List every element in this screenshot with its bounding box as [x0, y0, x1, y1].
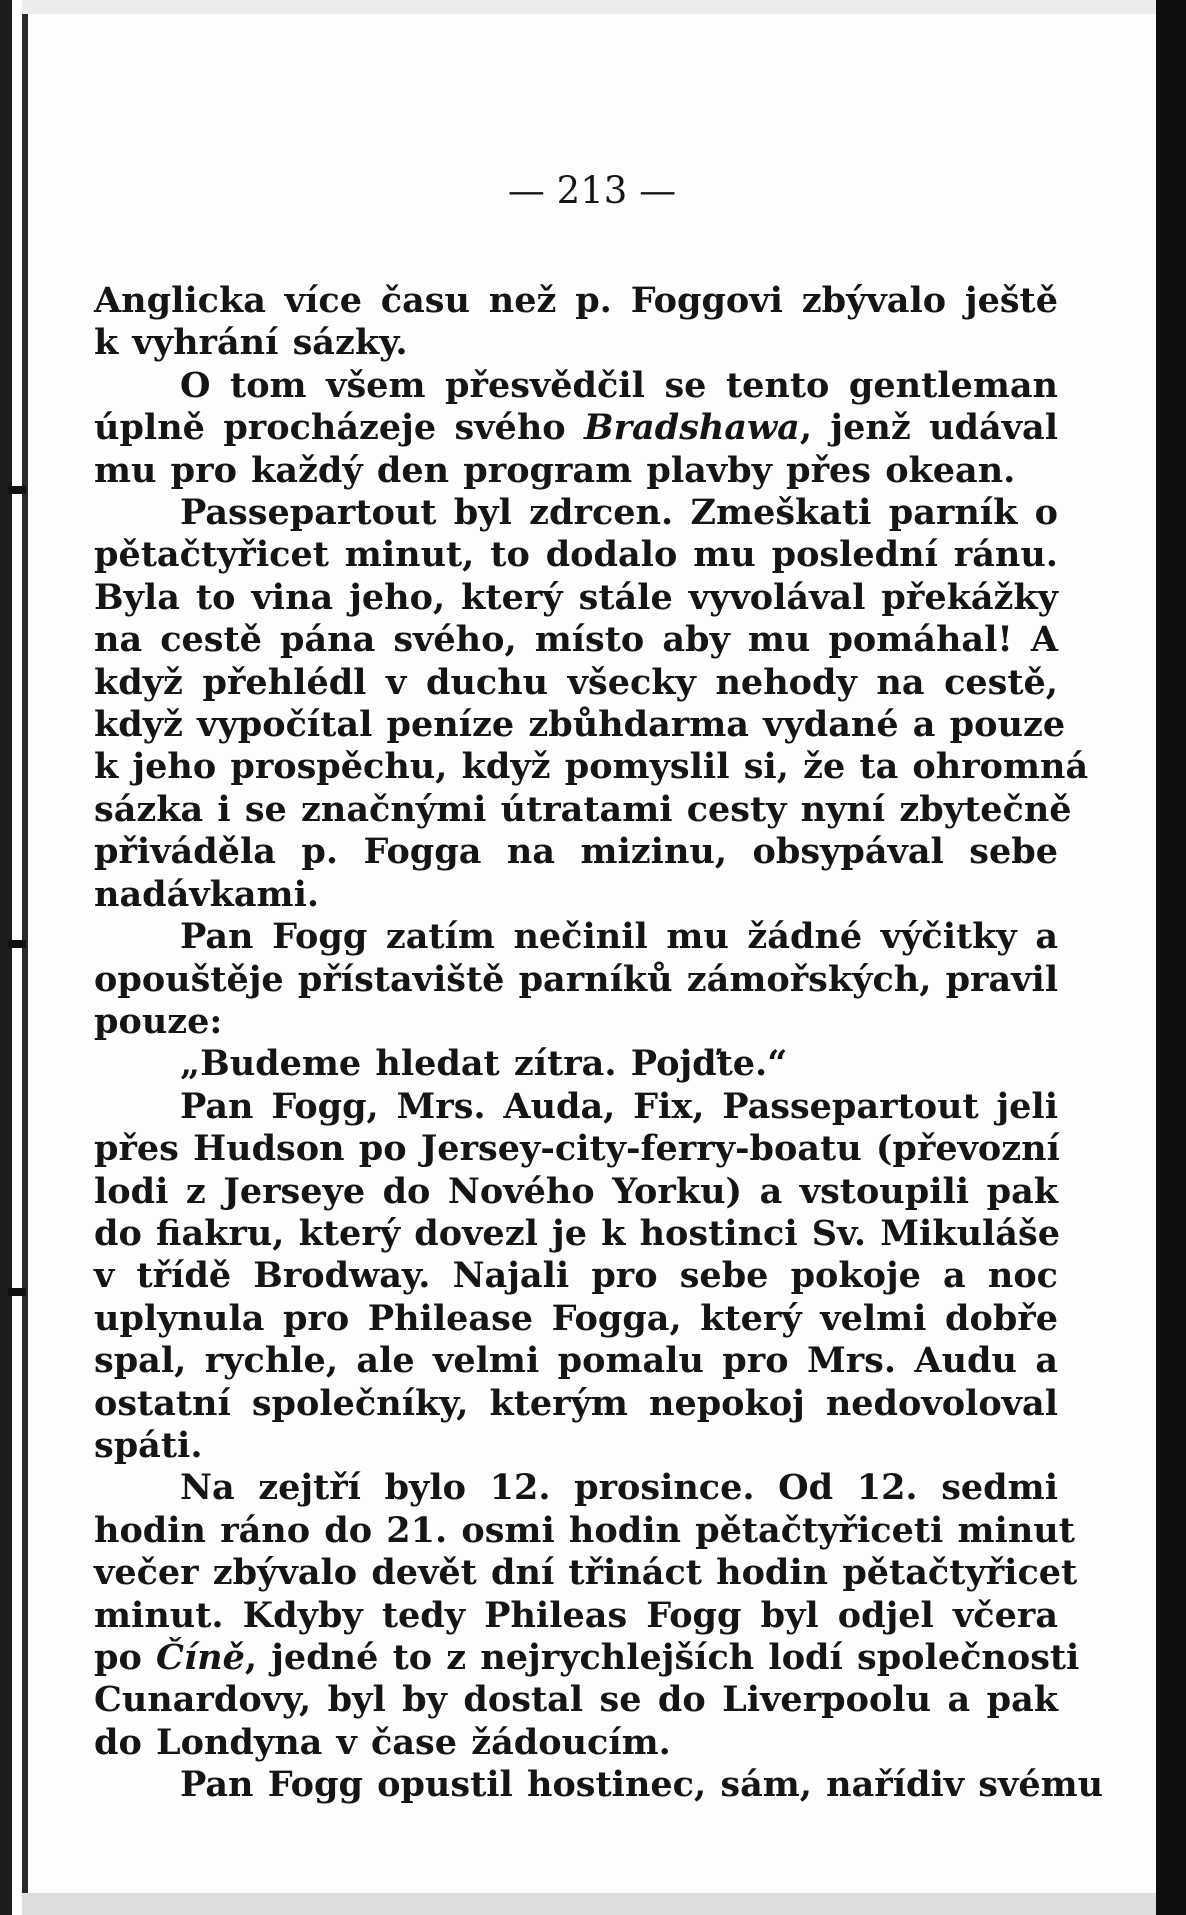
body-text [94, 280, 1104, 1807]
text-line: O tom všem přesvědčil se tento gentleman [180, 364, 1058, 406]
text-line: Pan Fogg, Mrs. Auda, Fix, Passepartout jeli [180, 1085, 1058, 1127]
text-line: večer zbývalo devět dní třináct hodin pětačtyřicet [94, 1552, 1078, 1594]
italic-title: Bradshawa [584, 407, 800, 449]
text-line: opouštěje přístaviště parníků zámořských, pravil [94, 958, 1059, 1000]
scan-right-edge [1156, 0, 1186, 1915]
text-segment: úplně procházeje svého [94, 407, 585, 449]
text-line: Byla to vina jeho, který stále vyvolával překážky [94, 576, 1058, 618]
text-line: sázka i se značnými útratami cesty nyní zbytečně [94, 788, 1072, 830]
text-line: k jeho prospěchu, když pomyslil si, že ta ohromná [94, 746, 1089, 788]
text-line: Anglicka více času než p. Foggovi zbývalo ještě [94, 280, 1058, 321]
text-line: Cunardovy, byl by dostal se do Liverpoolu a pak [94, 1679, 1058, 1721]
text-line: hodin ráno do 21. osmi hodin pětačtyřiceti minut [94, 1509, 1075, 1551]
text-line: do Londyna v čase žádoucím. [94, 1721, 671, 1763]
text-line: mu pro každý den program plavby přes okean. [94, 449, 1016, 491]
text-line: Pan Fogg opustil hostinec, sám, nařídiv svému [180, 1764, 1104, 1806]
text-line: spáti. [94, 1424, 203, 1466]
binding-mark [8, 1288, 26, 1296]
text-line: pětačtyřicet minut, to dodalo mu poslední ránu. [94, 534, 1058, 576]
text-line: uplynula pro Philease Fogga, který velmi dobře [94, 1297, 1058, 1339]
text-line [94, 1637, 1080, 1679]
text-line: ostatní společníky, kterým nepokoj nedovoloval [94, 1382, 1058, 1424]
text-line: na cestě pána svého, místo aby mu pomáhal! A [94, 619, 1058, 661]
text-line: nadávkami. [94, 873, 320, 915]
scan-top-edge [22, 0, 1156, 14]
text-line: Passepartout byl zdrcen. Zmeškati parník o [180, 492, 1058, 534]
text-line: k vyhrání sázky. [94, 322, 408, 364]
italic-title: Číně [156, 1637, 245, 1678]
text-line: spal, rychle, ale velmi pomalu pro Mrs. Audu a [94, 1340, 1058, 1382]
text-line: lodi z Jerseye do Nového Yorku) a vstoupili pak [94, 1170, 1058, 1212]
text-line: pouze: [94, 1000, 223, 1042]
text-segment: po [94, 1637, 157, 1678]
book-page [28, 14, 1156, 1893]
text-line: Na zejtří bylo 12. prosince. Od 12. sedmi [180, 1467, 1058, 1509]
text-line: do fiakru, který dovezl je k hostinci Sv. Mikuláše [94, 1212, 1060, 1254]
text-line: Pan Fogg zatím nečinil mu žádné výčitky a [180, 916, 1058, 958]
binding-mark [8, 940, 26, 948]
page-number: — 213 — [507, 169, 677, 212]
text-segment: , jedné to z nejrychlejších lodí společnosti [244, 1637, 1080, 1678]
text-segment: , jenž udával [799, 407, 1059, 449]
text-line: přiváděla p. Fogga na mizinu, obsypával sebe [94, 831, 1058, 873]
text-line: minut. Kdyby tedy Phileas Fogg byl odjel včera [94, 1594, 1058, 1636]
text-line: v třídě Brodway. Najali pro sebe pokoje a noc [94, 1255, 1058, 1297]
text-line: přes Hudson po Jersey-city-ferry-boatu (převozní [94, 1128, 1060, 1170]
binding-mark [8, 486, 26, 494]
scan-left-edge [0, 0, 12, 1915]
text-line: „Budeme hledat zítra. Pojďte.“ [180, 1043, 788, 1085]
text-line: když přehlédl v duchu všecky nehody na cestě, [94, 661, 1058, 703]
text-line [94, 407, 1058, 449]
scan-left-gap [12, 0, 22, 1915]
scan-bottom-edge [22, 1893, 1156, 1915]
text-line: když vypočítal peníze zbůhdarma vydané a pouze [94, 704, 1066, 746]
